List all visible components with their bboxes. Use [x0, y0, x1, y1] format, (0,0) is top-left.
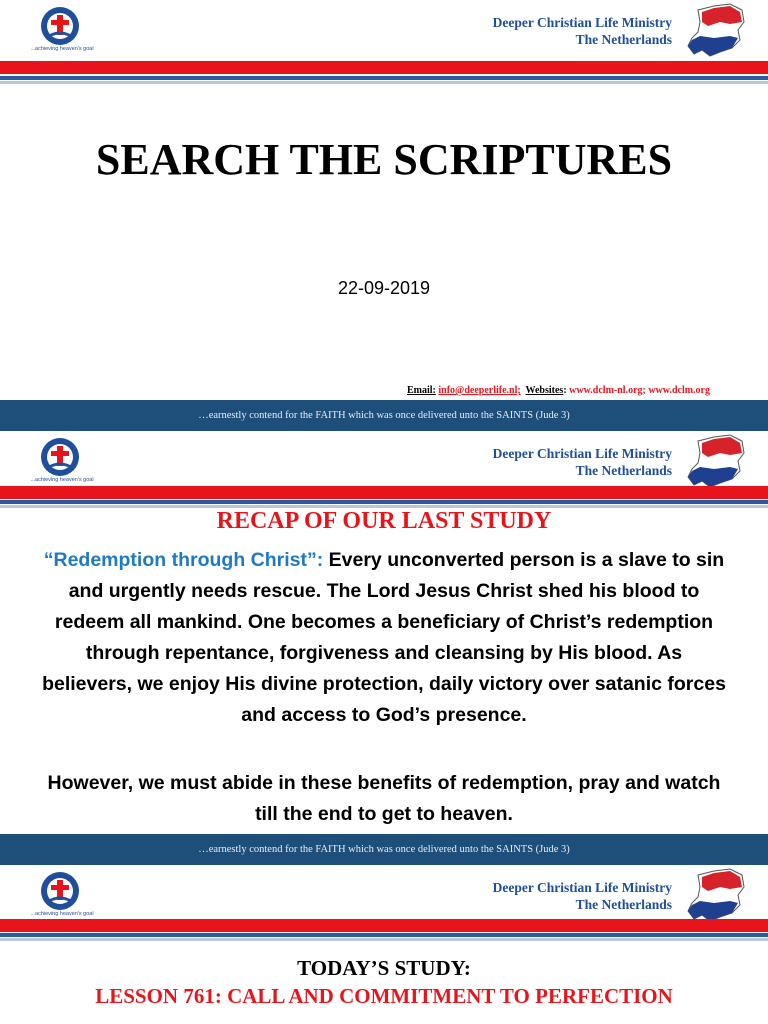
- recap-paragraph-2: However, we must abide in these benefits of redemption, pray and watch till the end to get to heaven.: [47, 772, 721, 825]
- netherlands-map-icon: [680, 2, 756, 58]
- recap-title: RECAP OF OUR LAST STUDY: [216, 508, 552, 534]
- logo-tagline: ...achieving heaven's goal: [30, 911, 94, 917]
- header-gray-stripe: [0, 81, 768, 84]
- websites-label: Websites: [525, 385, 564, 396]
- slide2-footer: [0, 834, 768, 865]
- logo-tagline: ...achieving heaven's goal: [30, 477, 94, 483]
- slide3-header: [0, 865, 768, 925]
- org-name-line2: The Netherlands: [575, 897, 672, 912]
- recap-body-text: Every unconverted person is a slave to sin and urgently needs rescue. The Lord Jesus Christ shed his blood to redeem all mankind. One becomes a beneficiary of Christ’s redemption through repentance, forgiveness and cleansing by His blood. As believers, we enjoy His divine protection, daily victory over satanic forces and access to God’s presence.: [42, 549, 726, 726]
- todays-study-heading: TODAY’S STUDY:: [297, 956, 471, 980]
- org-name: [493, 879, 672, 913]
- org-name-line2: The Netherlands: [575, 32, 672, 47]
- header-blue-stripe: [0, 500, 768, 504]
- slide1-date: 22-09-2019: [337, 278, 431, 298]
- header-red-stripe: [0, 61, 768, 74]
- websites-link[interactable]: www.dclm-nl.org; www.dclm.org: [569, 385, 710, 396]
- org-name-line1: Deeper Christian Life Ministry: [492, 880, 672, 895]
- slide1-title: SEARCH THE SCRIPTURES: [95, 135, 673, 184]
- org-name: [493, 445, 672, 479]
- header-red-stripe: [0, 486, 768, 499]
- slide2-header: [0, 431, 768, 491]
- email-link[interactable]: info@deeperlife.nl;: [438, 385, 521, 396]
- recap-paragraph: [40, 545, 728, 731]
- contact-line: Email: info@deeperlife.nl; Websites: www.dclm-nl.org; www.dclm.org: [406, 385, 710, 396]
- header-blue-stripe: [0, 76, 768, 80]
- header-red-stripe: [0, 919, 768, 932]
- header-blue-stripe: [0, 933, 768, 937]
- header-gray-stripe: [0, 938, 768, 941]
- org-name: [493, 14, 672, 48]
- logo-tagline: ...achieving heaven's goal: [30, 46, 94, 52]
- netherlands-map-icon: [680, 433, 756, 489]
- lesson-title: LESSON 761: CALL AND COMMITMENT TO PERFECTION: [95, 984, 673, 1008]
- email-label: Email:: [406, 385, 436, 396]
- recap-lead: “Redemption through Christ”:: [43, 549, 324, 571]
- slide1-header: [0, 0, 768, 60]
- org-name-line1: Deeper Christian Life Ministry: [492, 15, 672, 30]
- netherlands-map-icon: [680, 867, 756, 923]
- org-name-line1: Deeper Christian Life Ministry: [492, 446, 672, 461]
- footer-motto: …earnestly contend for the FAITH which was once delivered unto the SAINTS (Jude 3): [198, 410, 570, 421]
- org-name-line2: The Netherlands: [575, 463, 672, 478]
- footer-motto: …earnestly contend for the FAITH which was once delivered unto the SAINTS (Jude 3): [198, 844, 570, 855]
- slide1-footer: [0, 400, 768, 431]
